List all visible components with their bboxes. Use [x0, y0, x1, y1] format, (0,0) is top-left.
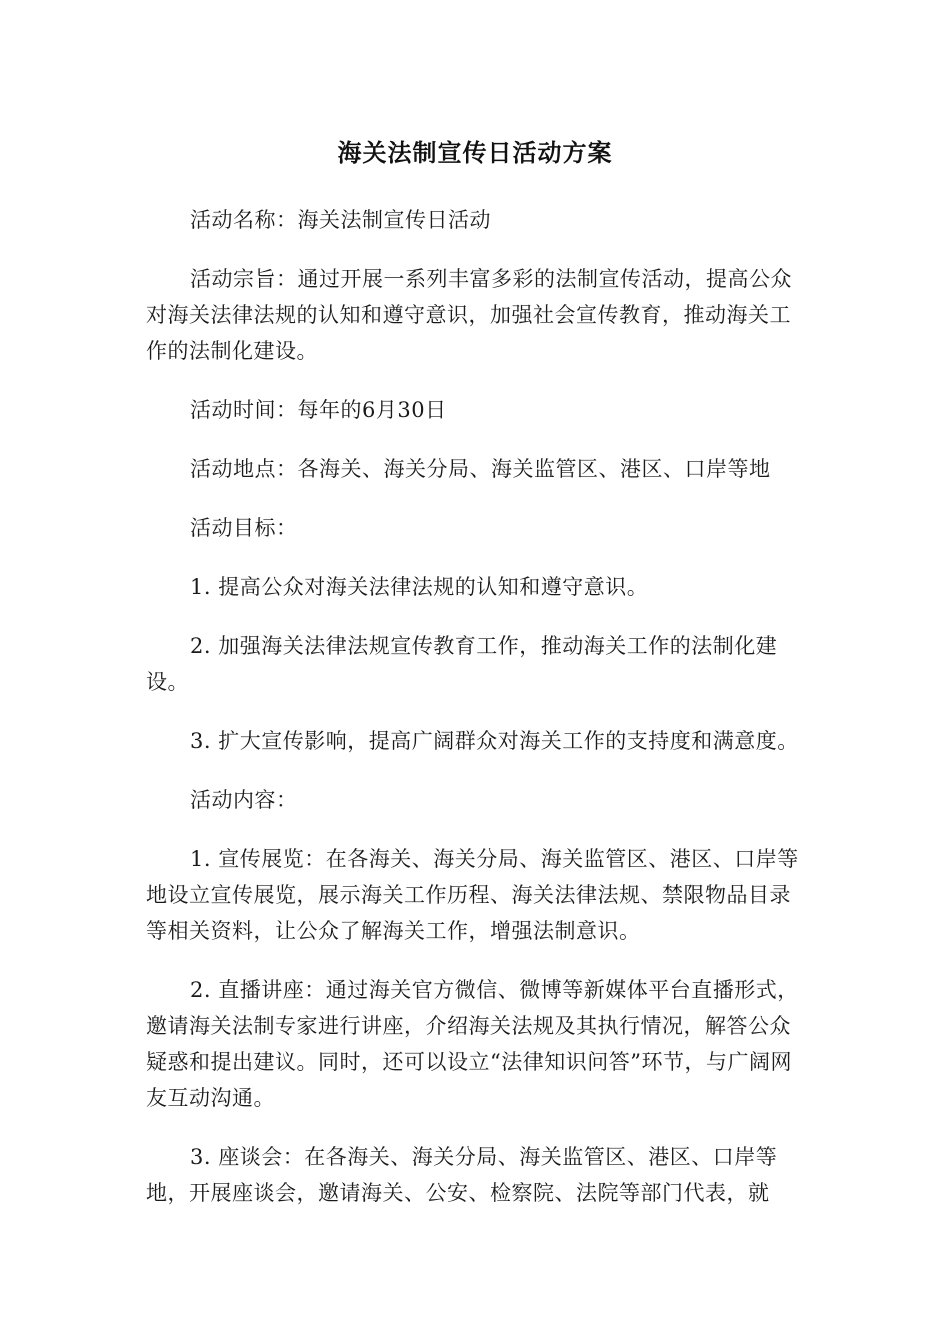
paragraph-activity-content-heading: 活动内容：: [190, 788, 298, 812]
paragraph-activity-name: 活动名称：海关法制宣传日活动: [190, 208, 491, 232]
paragraph-goal-2: 2. 加强海关法律法规宣传教育工作，推动海关工作的法制化建设。: [146, 634, 778, 694]
paragraph-activity-purpose: 活动宗旨：通过开展一系列丰富多彩的法制宣传活动，提高公众对海关法律法规的认知和遵守意识，加强社会宣传教育，推动海关工作的法制化建设。: [146, 267, 792, 363]
paragraph-activity-goals-heading: 活动目标：: [190, 516, 298, 540]
paragraph-activity-time: 活动时间：每年的6月30日: [190, 398, 447, 422]
paragraph-content-3: 3. 座谈会：在各海关、海关分局、海关监管区、港区、口岸等地，开展座谈会，邀请海关、公安、检察院、法院等部门代表，就: [146, 1145, 778, 1205]
paragraph-content-2: 2. 直播讲座：通过海关官方微信、微博等新媒体平台直播形式，邀请海关法制专家进行讲座，介绍海关法规及其执行情况，解答公众疑惑和提出建议。同时，还可以设立“法律知识问答”环节，与广阔网友互动沟通。: [146, 978, 799, 1110]
paragraph-goal-3: 3. 扩大宣传影响，提高广阔群众对海关工作的支持度和满意度。: [190, 729, 799, 753]
document-body: [146, 202, 812, 1234]
document-title: 海关法制宣传日活动方案: [337, 139, 613, 167]
paragraph-content-1: 1. 宣传展览：在各海关、海关分局、海关监管区、港区、口岸等地设立宣传展览，展示海关工作历程、海关法律法规、禁限物品目录等相关资料，让公众了解海关工作，增强法制意识。: [146, 847, 799, 943]
paragraph-activity-location: 活动地点：各海关、海关分局、海关监管区、港区、口岸等地: [190, 457, 771, 481]
paragraph-goal-1: 1. 提高公众对海关法律法规的认知和遵守意识。: [190, 575, 649, 599]
